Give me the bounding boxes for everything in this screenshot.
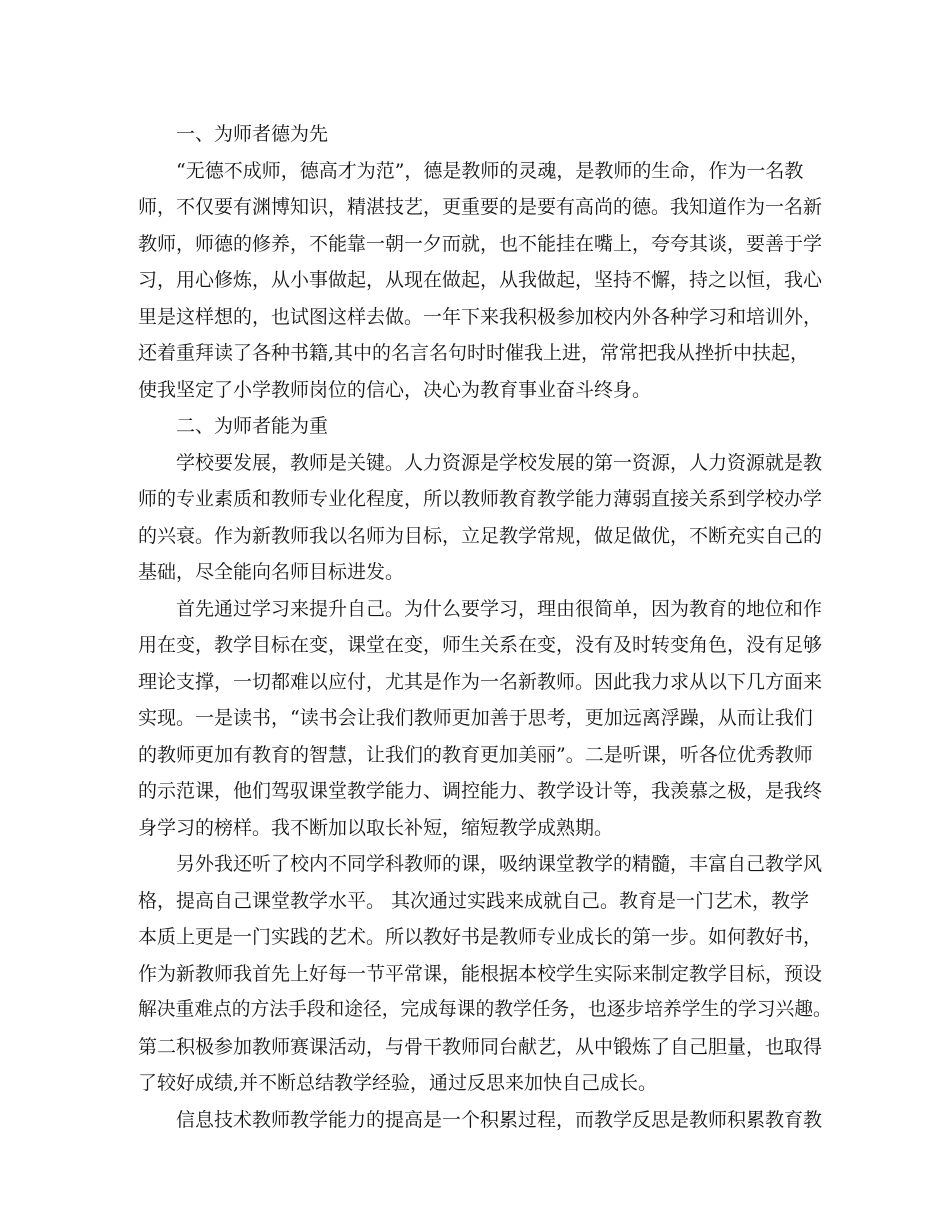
paragraph-first-line: 首先通过学习来提升自己。为什么要学习，理由很简单，因为教育的地位和作 [176, 597, 823, 620]
text-line: 理论支撑，一切都难以应付，尤其是作为一名新教师。因此我力求从以下几方面来 [138, 670, 823, 693]
text-line: 解决重难点的方法手段和途径，完成每课的教学任务，也逐步培养学生的学习兴趣。 [138, 999, 832, 1020]
paragraph-first-line: 一、为师者德为先 [176, 123, 329, 145]
text-line: 师的专业素质和教师专业化程度，所以教师教育教学能力薄弱直接关系到学校办学 [138, 488, 823, 510]
paragraph-first-line: 二、为师者能为重 [176, 415, 329, 437]
text-line: 的兴衰。作为新教师我以名师为目标，立足教学常规，做足做优，不断充实自己的 [138, 524, 823, 547]
text-line: 使我坚定了小学教师岗位的信心，决心为教育事业奋斗终身。 [138, 378, 652, 401]
text-line: 的教师更加有教育的智慧，让我们的教育更加美丽”。二是听课，听各位优秀教师 [138, 743, 813, 766]
text-line: 师，不仅要有渊博知识，精湛技艺，更重要的是要有高尚的德。我知道作为一名新 [138, 196, 823, 218]
paragraph-first-line: 学校要发展，教师是关键。人力资源是学校发展的第一资源，人力资源就是教 [176, 451, 823, 474]
paragraph-first-line: 信息技术教师教学能力的提高是一个积累过程，而教学反思是教师积累教育教 [176, 1108, 823, 1131]
text-line: 本质上更是一门实践的艺术。所以教好书是教师专业成长的第一步。如何教好书， [138, 926, 823, 948]
text-line: 了较好成绩,并不断总结教学经验，通过反思来加快自己成长。 [138, 1072, 658, 1094]
text-line: 基础，尽全能向名师目标进发。 [138, 561, 405, 583]
text-line: 的示范课，他们驾驭课堂教学能力、调控能力、教学设计等，我羡慕之极，是我终 [138, 780, 823, 802]
text-line: 格，提高自己课堂教学水平。 其次通过实践来成就自己。教育是一门艺术，教学 [138, 889, 810, 912]
text-line: 身学习的榜样。我不断加以取长补短，缩短教学成熟期。 [138, 816, 614, 839]
text-line: 里是这样想的，也试图这样去做。一年下来我积极参加校内外各种学习和培训外， [138, 305, 823, 328]
text-line: 用在变，教学目标在变，课堂在变，师生关系在变，没有及时转变角色，没有足够 [138, 634, 823, 656]
text-line: 还着重拜读了各种书籍,其中的名言名句时时催我上进，常常把我从挫折中扶起， [138, 342, 810, 364]
text-line: 教师，师德的修养，不能靠一朝一夕而就，也不能挂在嘴上，夸夸其谈，要善于学 [138, 232, 823, 255]
paragraph-first-line: 另外我还听了校内不同学科教师的课，吸纳课堂教学的精髓，丰富自己教学风 [176, 853, 823, 875]
text-line: 第二积极参加教师赛课活动，与骨干教师同台献艺，从中锻炼了自己胆量，也取得 [138, 1035, 823, 1058]
text-line: 实现。一是读书，“读书会让我们教师更加善于思考，更加远离浮躁，从而让我们 [138, 707, 813, 729]
paragraph-first-line: “无德不成师，德高才为范”，德是教师的灵魂，是教师的生命，作为一名教 [176, 159, 804, 182]
text-line: 作为新教师我首先上好每一节平常课，能根据本校学生实际来制定教学目标，预设 [138, 962, 823, 985]
document-body [138, 116, 832, 1138]
text-line: 习，用心修炼，从小事做起，从现在做起，从我做起，坚持不懈，持之以恒，我心 [138, 269, 823, 291]
